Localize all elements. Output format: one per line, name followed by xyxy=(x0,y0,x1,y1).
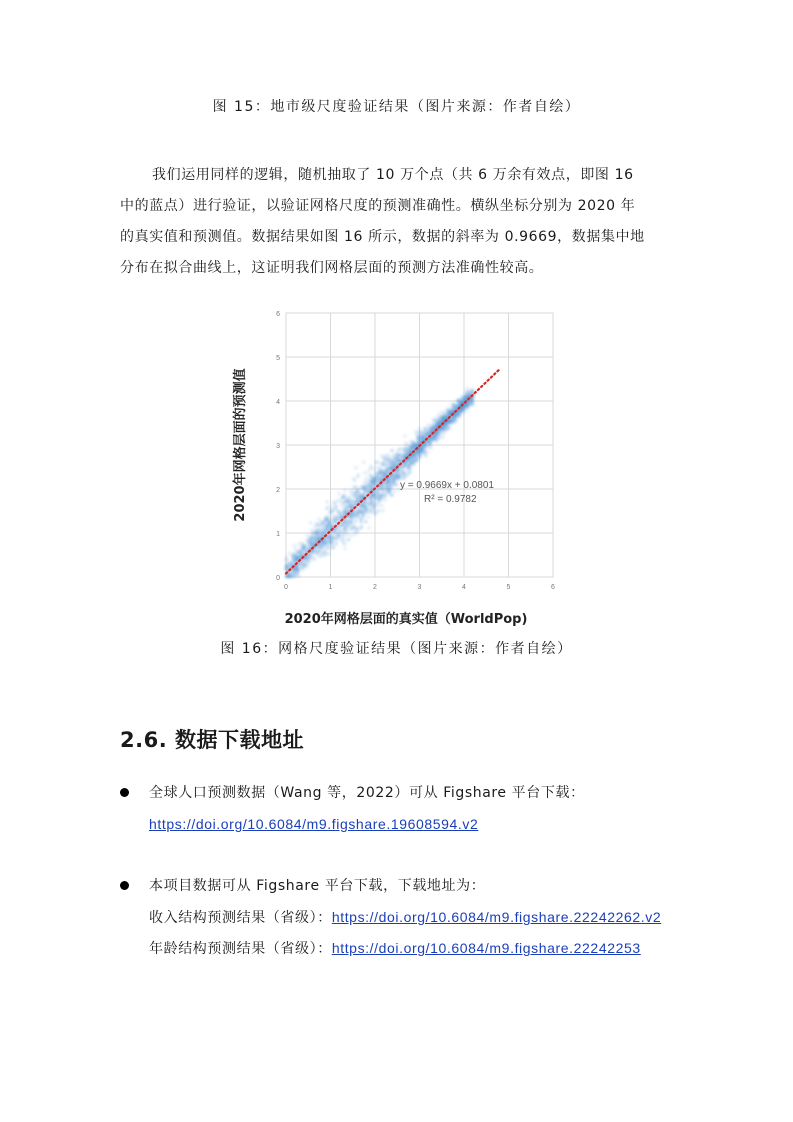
data-point xyxy=(403,462,406,465)
data-point xyxy=(391,477,394,480)
data-point xyxy=(360,526,363,529)
x-tick-label: 3 xyxy=(417,584,422,591)
data-point xyxy=(374,473,377,476)
data-point xyxy=(428,441,431,444)
data-point xyxy=(340,538,343,541)
data-point xyxy=(408,467,411,470)
data-point xyxy=(458,403,461,406)
data-point xyxy=(460,395,463,398)
data-point xyxy=(445,424,448,427)
data-point xyxy=(448,419,451,422)
data-point xyxy=(297,575,300,578)
data-point xyxy=(361,485,364,488)
data-point xyxy=(367,515,370,518)
bullet-line-content xyxy=(149,933,641,965)
data-point xyxy=(381,504,384,507)
data-point xyxy=(349,492,352,495)
y-tick-label: 2 xyxy=(276,487,280,494)
data-point xyxy=(332,538,335,541)
data-point xyxy=(315,533,318,536)
data-point xyxy=(429,444,432,447)
data-point xyxy=(365,520,368,523)
data-point xyxy=(351,499,354,502)
data-point xyxy=(460,410,463,413)
data-point xyxy=(364,505,367,508)
scatter-chart xyxy=(226,303,566,633)
data-point xyxy=(362,460,365,463)
data-point xyxy=(380,454,383,457)
data-point xyxy=(412,459,415,462)
data-point xyxy=(326,536,329,539)
data-point xyxy=(463,411,466,414)
data-point xyxy=(314,537,317,540)
data-point xyxy=(383,494,386,497)
data-point xyxy=(323,551,326,554)
body-paragraph xyxy=(120,160,675,284)
data-point xyxy=(417,441,420,444)
data-point xyxy=(338,499,341,502)
data-point xyxy=(343,547,346,550)
data-point xyxy=(326,525,329,528)
y-tick-label: 5 xyxy=(276,355,280,362)
data-point xyxy=(445,428,448,431)
data-point xyxy=(318,518,321,521)
data-point xyxy=(355,466,358,469)
data-point xyxy=(411,455,414,458)
data-point xyxy=(343,525,346,528)
data-point xyxy=(344,510,347,513)
data-point xyxy=(433,419,436,422)
y-tick-label: 3 xyxy=(276,443,280,450)
data-point xyxy=(352,477,355,480)
data-point xyxy=(335,543,338,546)
data-point xyxy=(377,493,380,496)
data-point xyxy=(377,490,380,493)
data-point xyxy=(343,489,346,492)
data-point xyxy=(328,521,331,524)
data-point xyxy=(397,449,400,452)
trend-equation: y = 0.9669x + 0.0801 xyxy=(400,480,494,491)
data-point xyxy=(388,482,391,485)
data-point xyxy=(385,490,388,493)
data-point xyxy=(418,427,421,430)
data-point xyxy=(313,525,316,528)
data-point xyxy=(381,509,384,512)
y-tick-label: 4 xyxy=(276,399,280,406)
data-point xyxy=(313,558,316,561)
data-point xyxy=(358,516,361,519)
data-point xyxy=(377,503,380,506)
data-point xyxy=(364,491,367,494)
data-point xyxy=(350,515,353,518)
data-point xyxy=(464,395,467,398)
data-point xyxy=(331,501,334,504)
data-point xyxy=(472,389,475,392)
age-label: 年龄结构预测结果（省级）： xyxy=(149,941,332,957)
data-point xyxy=(420,437,423,440)
data-point xyxy=(338,529,341,532)
data-point xyxy=(320,520,323,523)
data-point xyxy=(389,460,392,463)
data-point xyxy=(293,557,296,560)
data-point xyxy=(323,519,326,522)
data-point xyxy=(415,459,418,462)
data-point xyxy=(334,519,337,522)
data-point xyxy=(378,461,381,464)
data-point xyxy=(468,392,471,395)
data-point xyxy=(390,494,393,497)
data-point xyxy=(336,535,339,538)
data-point xyxy=(367,469,370,472)
data-point xyxy=(394,474,397,477)
data-point xyxy=(370,496,373,499)
data-point xyxy=(442,432,445,435)
data-point xyxy=(436,432,439,435)
data-point xyxy=(364,471,367,474)
bullet-line-content xyxy=(149,902,661,934)
age-data-link[interactable]: https://doi.org/10.6084/m9.figshare.22242253 xyxy=(331,940,641,956)
data-point xyxy=(425,445,428,448)
data-point xyxy=(386,453,389,456)
data-point xyxy=(423,448,426,451)
data-point xyxy=(311,536,314,539)
data-point xyxy=(351,526,354,529)
data-point xyxy=(375,461,378,464)
data-point xyxy=(346,524,349,527)
data-point xyxy=(451,402,454,405)
data-point xyxy=(318,548,321,551)
data-point xyxy=(456,414,459,417)
bullet-text: 全球人口预测数据（Wang 等，2022）可从 Figshare 平台下载： xyxy=(149,785,585,801)
data-point xyxy=(349,501,352,504)
data-point xyxy=(324,542,327,545)
data-point xyxy=(413,462,416,465)
data-point xyxy=(347,538,350,541)
data-point xyxy=(383,498,386,501)
data-point xyxy=(316,522,319,525)
bullet-dot-icon xyxy=(120,881,129,890)
data-point xyxy=(466,403,469,406)
data-point xyxy=(345,532,348,535)
data-point xyxy=(469,402,472,405)
data-point xyxy=(330,505,333,508)
data-point xyxy=(404,450,407,453)
data-point xyxy=(424,453,427,456)
data-point xyxy=(392,454,395,457)
data-point xyxy=(317,528,320,531)
data-point xyxy=(398,475,401,478)
x-tick-label: 0 xyxy=(284,584,288,591)
data-point xyxy=(311,532,314,535)
data-point xyxy=(439,411,442,414)
data-point xyxy=(354,511,357,514)
data-point xyxy=(347,496,350,499)
section-heading: 2.6. 数据下载地址 xyxy=(120,728,304,752)
data-point xyxy=(353,486,356,489)
data-point xyxy=(294,548,297,551)
data-point xyxy=(285,574,288,577)
data-point xyxy=(436,414,439,417)
data-point xyxy=(371,479,374,482)
data-point xyxy=(329,511,332,514)
data-point xyxy=(423,427,426,430)
paragraph-line: 我们运用同样的逻辑，随机抽取了 10 万个点（共 6 万余有效点，即图 16 xyxy=(152,167,634,183)
data-point xyxy=(355,490,358,493)
data-point xyxy=(406,473,409,476)
data-point xyxy=(457,399,460,402)
data-point xyxy=(326,506,329,509)
data-point xyxy=(427,430,430,433)
y-tick-label: 0 xyxy=(276,575,280,582)
data-point xyxy=(298,543,301,546)
data-point xyxy=(329,515,332,518)
data-point xyxy=(372,506,375,509)
data-point xyxy=(431,427,434,430)
data-point xyxy=(343,537,346,540)
data-point xyxy=(342,495,345,498)
data-point xyxy=(437,437,440,440)
data-point xyxy=(334,514,337,517)
data-point xyxy=(288,551,291,554)
data-point xyxy=(396,454,399,457)
data-point xyxy=(316,551,319,554)
data-point xyxy=(365,509,368,512)
bullet-text: 本项目数据可从 Figshare 平台下载，下载地址为： xyxy=(149,878,486,894)
data-point xyxy=(307,543,310,546)
data-point xyxy=(377,500,380,503)
data-point xyxy=(404,442,407,445)
data-point xyxy=(358,487,361,490)
x-tick-label: 5 xyxy=(506,584,511,591)
data-point xyxy=(313,551,316,554)
data-point xyxy=(423,436,426,439)
data-point xyxy=(390,449,393,452)
data-point xyxy=(360,495,363,498)
data-point xyxy=(309,521,312,524)
data-point xyxy=(363,480,366,483)
data-point xyxy=(300,547,303,550)
data-point xyxy=(346,521,349,524)
data-point xyxy=(356,513,359,516)
data-point xyxy=(306,539,309,542)
data-point xyxy=(298,550,301,553)
data-point xyxy=(433,438,436,441)
data-point xyxy=(362,514,365,517)
x-axis-label: 2020年网格层面的真实值（WorldPop) xyxy=(284,612,528,627)
data-point xyxy=(338,492,341,495)
x-tick-label: 2 xyxy=(373,584,377,591)
data-point xyxy=(368,473,371,476)
bullet-dot-icon xyxy=(120,788,129,797)
y-tick-label: 1 xyxy=(276,531,280,538)
data-point xyxy=(296,566,299,569)
data-point xyxy=(396,461,399,464)
data-point xyxy=(421,451,424,454)
data-point xyxy=(373,477,376,480)
data-point xyxy=(325,539,328,542)
data-point xyxy=(373,493,376,496)
data-point xyxy=(326,500,329,503)
data-point xyxy=(395,457,398,460)
data-point xyxy=(379,487,382,490)
data-point xyxy=(355,500,358,503)
data-point xyxy=(332,530,335,533)
data-point xyxy=(387,467,390,470)
data-point xyxy=(306,534,309,537)
data-point xyxy=(323,529,326,532)
data-point xyxy=(365,477,368,480)
r-squared: R² = 0.9782 xyxy=(424,494,477,505)
data-point xyxy=(324,516,327,519)
data-point xyxy=(464,391,467,394)
data-point xyxy=(318,524,321,527)
data-point xyxy=(329,524,332,527)
x-tick-label: 4 xyxy=(462,584,466,591)
income-data-link[interactable]: https://doi.org/10.6084/m9.figshare.22242262.v2 xyxy=(331,909,662,925)
data-point xyxy=(410,446,413,449)
data-point xyxy=(340,535,343,538)
data-point xyxy=(304,545,307,548)
data-point xyxy=(346,505,349,508)
data-point xyxy=(320,554,323,557)
data-point xyxy=(417,434,420,437)
data-point xyxy=(369,509,372,512)
data-point xyxy=(293,544,296,547)
data-point xyxy=(414,430,417,433)
data-point xyxy=(400,467,403,470)
data-point xyxy=(344,500,347,503)
data-point xyxy=(443,411,446,414)
data-point xyxy=(393,482,396,485)
figure-15-caption: 图 15：地市级尺度验证结果（图片来源：作者自绘） xyxy=(212,99,581,115)
data-point xyxy=(369,486,372,489)
data-point xyxy=(378,496,381,499)
data-point xyxy=(335,505,338,508)
y-tick-labels xyxy=(276,311,280,582)
data-point xyxy=(356,528,359,531)
data-point xyxy=(377,479,380,482)
x-tick-label: 6 xyxy=(551,584,555,591)
data-point xyxy=(359,521,362,524)
income-label: 收入结构预测结果（省级）： xyxy=(149,910,332,926)
data-point xyxy=(379,466,382,469)
data-point xyxy=(373,510,376,513)
figure-16-caption: 图 16：网格尺度验证结果（图片来源：作者自绘） xyxy=(220,641,573,657)
data-point xyxy=(380,469,383,472)
data-point xyxy=(409,440,412,443)
data-point xyxy=(350,534,353,537)
data-point xyxy=(383,457,386,460)
data-point xyxy=(466,387,469,390)
data-point xyxy=(322,523,325,526)
paragraph-line: 分布在拟合曲线上，这证明我们网格层面的预测方法准确性较高。 xyxy=(120,260,544,276)
data-point xyxy=(441,436,444,439)
data-point xyxy=(387,486,390,489)
data-point xyxy=(393,460,396,463)
data-point xyxy=(372,501,375,504)
data-point xyxy=(373,468,376,471)
data-point xyxy=(401,452,404,455)
data-point xyxy=(328,552,331,555)
data-point xyxy=(430,423,433,426)
data-point xyxy=(285,559,288,562)
data-point xyxy=(342,542,345,545)
data-point xyxy=(451,421,454,424)
data-point xyxy=(354,520,357,523)
data-point xyxy=(376,510,379,513)
data-point xyxy=(292,573,295,576)
data-point xyxy=(329,541,332,544)
bullet-line-content xyxy=(149,809,478,841)
data-point xyxy=(355,497,358,500)
y-axis-label: 2020年网格层面的预测值 xyxy=(233,368,248,522)
data-point xyxy=(356,531,359,534)
x-tick-label: 1 xyxy=(328,584,333,591)
data-point xyxy=(385,465,388,468)
data-point xyxy=(337,532,340,535)
x-tick-labels xyxy=(284,584,555,591)
figshare-link[interactable]: https://doi.org/10.6084/m9.figshare.19608594.v2 xyxy=(149,816,479,832)
data-point xyxy=(443,415,446,418)
data-point xyxy=(419,454,422,457)
paragraph-line: 的真实值和预测值。数据结果如图 16 所示，数据的斜率为 0.9669，数据集中地 xyxy=(120,229,645,245)
data-point xyxy=(417,430,420,433)
data-point xyxy=(416,453,419,456)
data-point xyxy=(368,526,371,529)
data-point xyxy=(356,475,359,478)
data-point xyxy=(375,466,378,469)
data-point xyxy=(367,504,370,507)
paragraph-line: 中的蓝点）进行验证，以验证网格尺度的预测准确性。横纵坐标分别为 2020 年 xyxy=(120,198,636,214)
data-point xyxy=(381,463,384,466)
data-point xyxy=(285,563,288,566)
y-tick-label: 6 xyxy=(276,311,280,318)
data-point xyxy=(379,472,382,475)
data-point xyxy=(398,459,401,462)
data-point xyxy=(434,435,437,438)
data-point xyxy=(360,509,363,512)
data-point xyxy=(290,563,293,566)
data-point xyxy=(364,502,367,505)
data-point xyxy=(369,466,372,469)
data-point xyxy=(403,434,406,437)
data-point xyxy=(393,490,396,493)
data-point xyxy=(330,546,333,549)
data-point xyxy=(338,510,341,513)
data-point xyxy=(320,544,323,547)
data-point xyxy=(324,554,327,557)
